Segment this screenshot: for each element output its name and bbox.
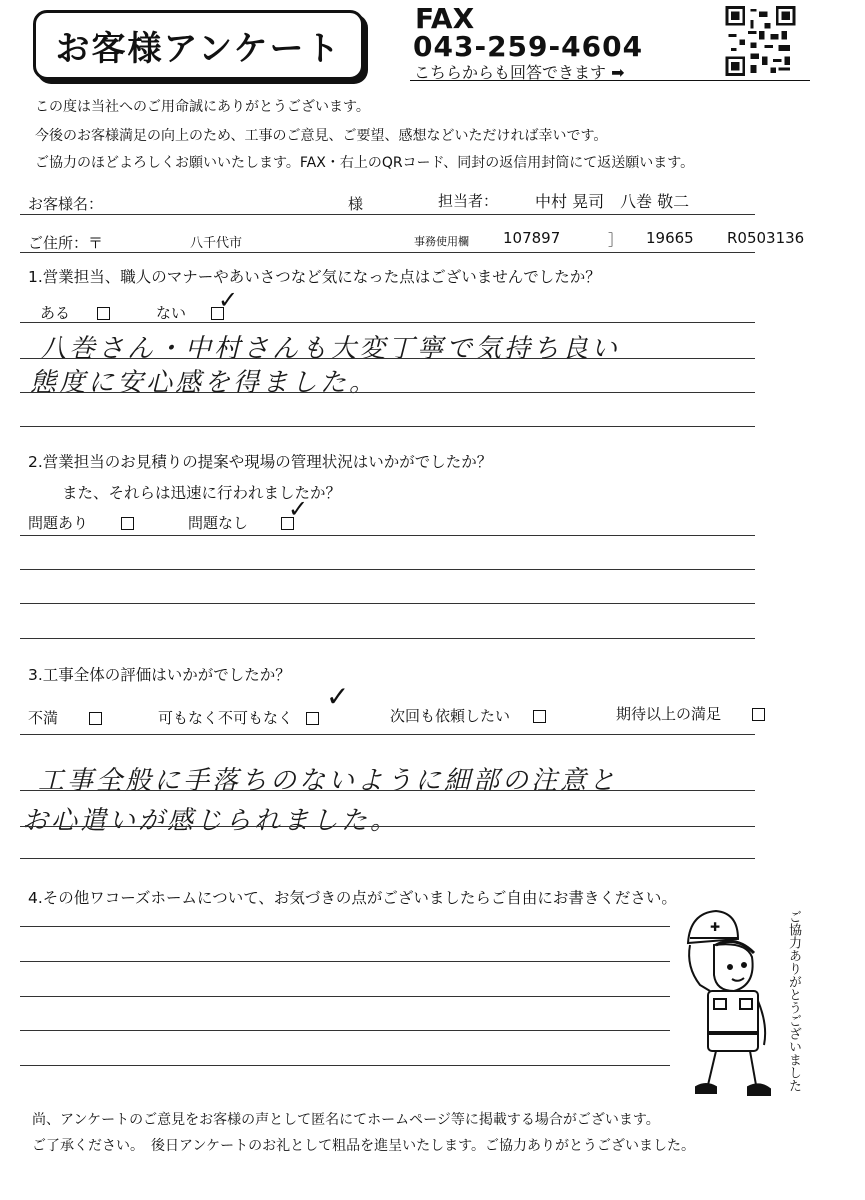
q3-answer-line-2: お心遣いが感じられました。 <box>22 806 400 836</box>
q3-line-0 <box>20 734 755 735</box>
q3-line-1 <box>20 790 755 791</box>
q4-line-5 <box>20 1065 670 1066</box>
q2-option-no-problem-label: 問題なし <box>188 514 249 532</box>
staff-label: 担当者： <box>438 192 499 210</box>
q3-checkbox-average[interactable] <box>306 712 319 725</box>
q1-line-1 <box>20 358 755 359</box>
q3-option-exceeded-label: 期待以上の満足 <box>616 705 722 723</box>
intro-line-2: 今後のお客様満足の向上のため、工事のご意見、ご要望、感想などいただければ幸いです。 <box>35 128 608 144</box>
q3-question: 3.工事全体の評価はいかがでしたか？ <box>28 666 291 684</box>
office-code-2: 19665 <box>646 229 694 247</box>
worker-mascot-icon <box>676 905 776 1100</box>
qr-code-icon[interactable] <box>723 6 798 76</box>
q2-check-mark: ✓ <box>288 495 309 523</box>
intro-line-3: ご協力のほどよろしくお願いいたします。FAX・右上のQRコード、同封の返信用封筒にて返送願います。 <box>35 155 695 171</box>
q3-option-average-label: 可もなく不可もなく <box>158 709 294 727</box>
q4-line-2 <box>20 961 670 962</box>
q3-option-unsatisfied-label: 不満 <box>28 709 59 727</box>
q1-answer-line-1: 八巻さん・中村さんも大変丁寧で気持ち良い <box>40 334 621 364</box>
sama-label: 様 <box>348 195 364 213</box>
page-title: お客様アンケート <box>55 28 342 69</box>
q2-line-2 <box>20 603 755 604</box>
qr-note: こちらからも回答できます ➡ <box>414 63 625 82</box>
thanks-vertical-text: ご協力ありがとうございました <box>786 910 801 1092</box>
q1-option-yes-label: ある <box>40 304 71 322</box>
intro-line-1: この度は当社へのご用命誠にありがとうございます。 <box>35 99 370 115</box>
q2-line-0 <box>20 535 755 536</box>
office-use-label: 事務使用欄 <box>414 235 469 248</box>
q1-line-0 <box>20 322 755 323</box>
fax-underline <box>410 80 810 81</box>
q3-line-2 <box>20 826 755 827</box>
q1-option-yes[interactable] <box>40 302 110 323</box>
q2-checkbox-problem[interactable] <box>121 517 134 530</box>
title-box <box>33 10 364 80</box>
q1-option-no[interactable] <box>156 302 224 323</box>
q3-line-3 <box>20 858 755 859</box>
q3-option-repeat-label: 次回も依頼したい <box>390 707 511 725</box>
q1-line-3 <box>20 426 755 427</box>
q3-check-mark: ✓ <box>326 680 350 713</box>
q2-question: 2.営業担当のお見積りの提案や現場の管理状況はいかがでしたか？ <box>28 453 493 471</box>
q1-question: 1.営業担当、職人のマナーやあいさつなど気になった点はございませんでしたか？ <box>28 268 601 286</box>
name-underline <box>20 214 755 215</box>
footer-line-1: 尚、アンケートのご意見をお客様の声として匿名にてホームページ等に掲載する場合がございます。 <box>32 1112 660 1128</box>
q2-option-problem[interactable] <box>28 512 134 533</box>
footer-line-2: ご了承ください。 後日アンケートのお礼として粗品を進呈いたします。ご協力ありがとうございました。 <box>32 1138 696 1154</box>
q3-answer-line-1: 工事全般に手落ちのないように細部の注意と <box>38 766 619 796</box>
q2-line-3 <box>20 638 755 639</box>
q3-option-repeat[interactable] <box>390 705 546 726</box>
q2-option-problem-label: 問題あり <box>28 514 89 532</box>
office-code-1: 107897 <box>503 229 561 247</box>
q3-option-unsatisfied[interactable] <box>28 707 102 728</box>
office-code-3: R0503136 <box>727 229 805 247</box>
q3-option-exceeded[interactable] <box>616 703 765 724</box>
office-bracket: ］ <box>608 231 624 249</box>
q2-line-1 <box>20 569 755 570</box>
fax-number[interactable]: 043-259-4604 <box>413 30 644 63</box>
address-city: 八千代市 <box>190 236 243 251</box>
q2-option-no-problem[interactable] <box>188 512 294 533</box>
q3-option-average[interactable] <box>158 707 319 728</box>
address-label: ご住所：〒 <box>28 234 104 252</box>
q4-question: 4.その他ワコーズホームについて、お気づきの点がございましたらご自由にお書きください。 <box>28 889 677 907</box>
q2-question-sub: また、それらは迅速に行われましたか？ <box>62 484 342 502</box>
q3-checkbox-unsatisfied[interactable] <box>89 712 102 725</box>
q1-checkbox-yes[interactable] <box>97 307 110 320</box>
q3-checkbox-repeat[interactable] <box>533 710 546 723</box>
q1-option-no-label: ない <box>156 304 187 322</box>
staff-names: 中村 晃司 八巻 敬二 <box>535 192 690 211</box>
q1-check-mark: ✓ <box>218 286 239 314</box>
q3-checkbox-exceeded[interactable] <box>752 708 765 721</box>
q1-line-2 <box>20 392 755 393</box>
address-underline <box>20 252 755 253</box>
q4-line-4 <box>20 1030 670 1031</box>
q1-answer-line-2: 態度に安心感を得ました。 <box>30 368 379 398</box>
customer-name-label: お客様名： <box>28 195 104 213</box>
fax-label: FAX <box>415 2 475 35</box>
svg-text:✚: ✚ <box>710 920 721 934</box>
q4-line-3 <box>20 996 670 997</box>
q4-line-1 <box>20 926 670 927</box>
